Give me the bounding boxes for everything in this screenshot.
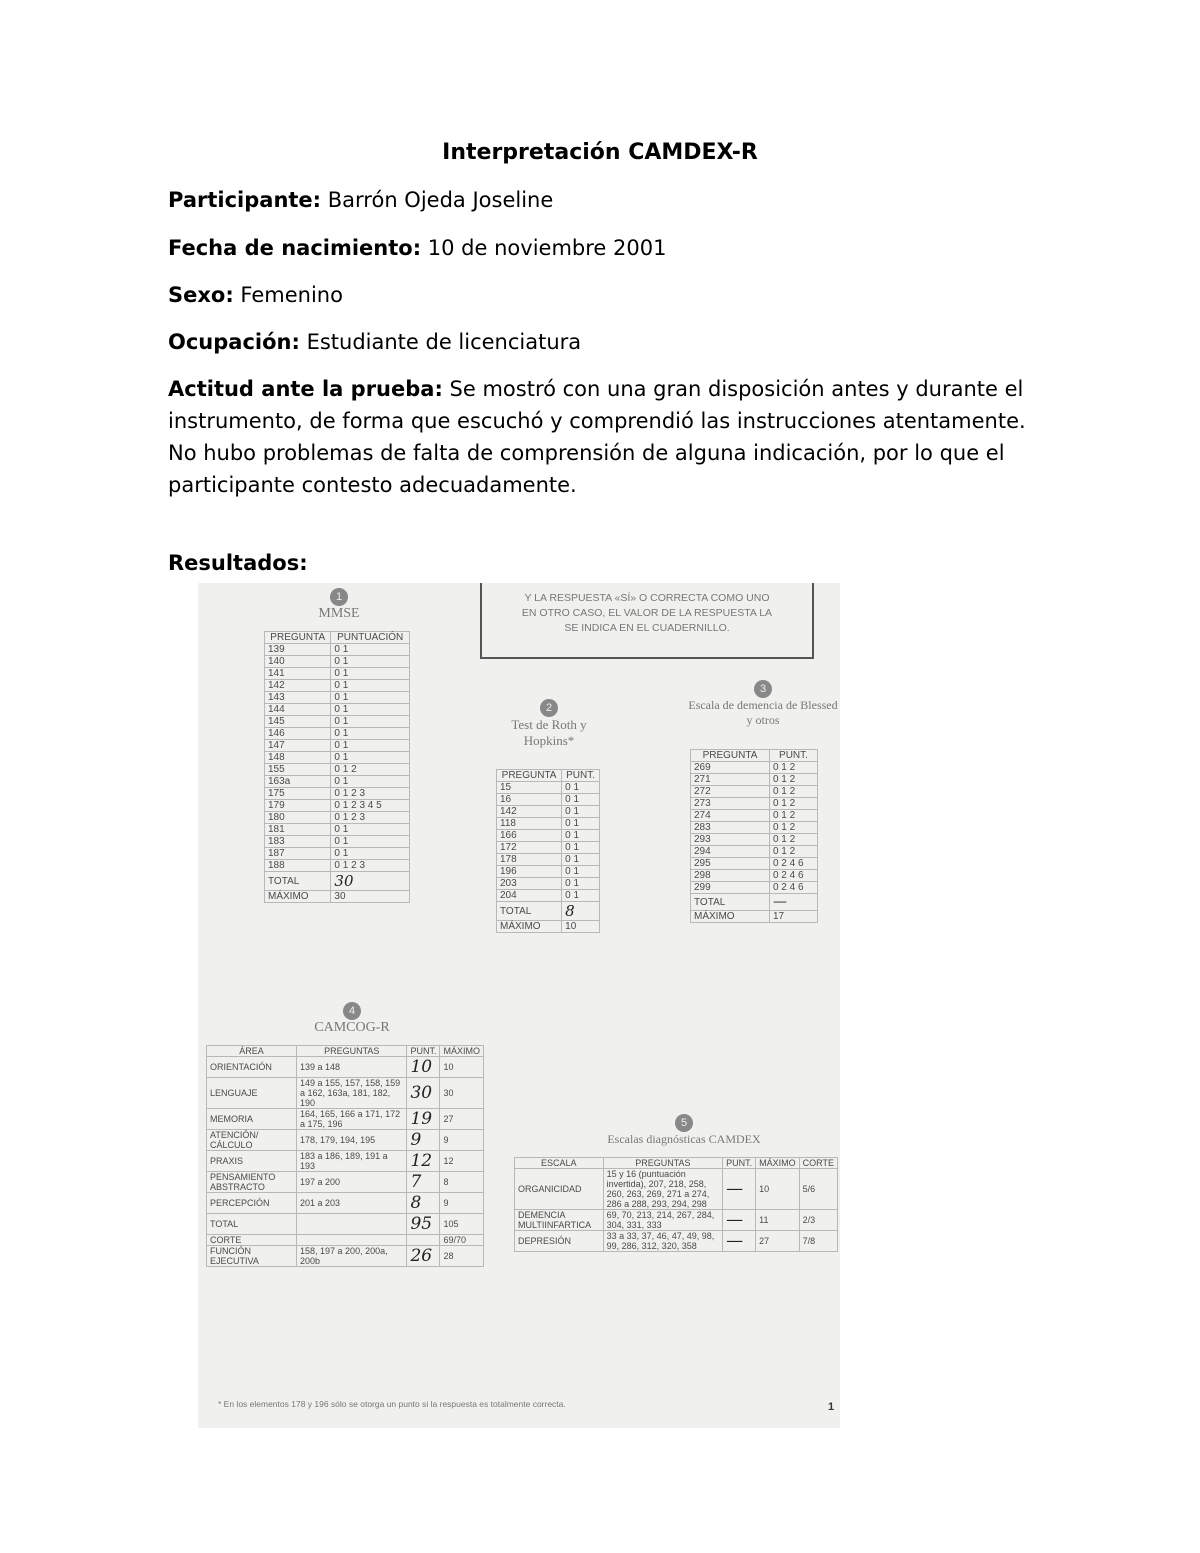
table-cell: 166: [497, 830, 562, 842]
table-row: [691, 798, 818, 810]
table-row: [497, 842, 600, 854]
fecha-value: 10 de noviembre 2001: [421, 236, 667, 260]
table-cell: 0 2 4 6: [769, 858, 817, 870]
table-cell: 164, 165, 166 a 171, 172 a 175, 196: [297, 1109, 407, 1130]
table-cell: 0 1 2: [769, 822, 817, 834]
table-cell: 0 1: [562, 794, 600, 806]
table-row: [497, 878, 600, 890]
table-cell: 0 1 2: [769, 762, 817, 774]
scanned-results-photo: [198, 583, 840, 1428]
table-row: [497, 866, 600, 878]
table-cell: 7/8: [799, 1231, 837, 1252]
table-row: [515, 1169, 838, 1210]
table-row: [497, 818, 600, 830]
table-cell: 9: [440, 1193, 484, 1214]
header-cell: PUNTUACIÓN: [331, 632, 410, 644]
table-row: [207, 1151, 484, 1172]
table-row: [691, 810, 818, 822]
section-number: 1: [330, 588, 348, 606]
header-cell: MÁXIMO: [756, 1158, 800, 1169]
table-cell: 33 a 33, 37, 46, 47, 49, 98, 99, 286, 312, 320, 358: [603, 1231, 722, 1252]
table-cell: 187: [265, 848, 331, 860]
roth-table: [496, 769, 600, 933]
table-cell: 180: [265, 812, 331, 824]
table-cell: 0 1: [562, 818, 600, 830]
table-cell: 0 1: [562, 830, 600, 842]
table-row: [691, 822, 818, 834]
table-cell: DEMENCIA MULTIINFARTICA: [515, 1210, 604, 1231]
table-cell: 146: [265, 728, 331, 740]
table-row: [691, 762, 818, 774]
camcog-section: [302, 1001, 402, 1036]
table-cell: 27: [756, 1231, 800, 1252]
resultados-heading: [168, 547, 1028, 579]
header-cell: PUNT.: [562, 770, 600, 782]
camcog-table: [206, 1045, 484, 1267]
table-row: [265, 728, 410, 740]
table-cell: 12: [407, 1151, 440, 1172]
table-cell: 298: [691, 870, 770, 882]
participante-label: Participante:: [168, 188, 322, 212]
table-cell: 0 1 2: [769, 834, 817, 846]
table-row: [265, 776, 410, 788]
table-cell: 2/3: [799, 1210, 837, 1231]
table-cell: 158, 197 a 200, 200a, 200b: [297, 1246, 407, 1267]
header-cell: PUNT.: [407, 1046, 440, 1057]
table-cell: 145: [265, 716, 331, 728]
table-cell: 204: [497, 890, 562, 902]
notice-line: SE INDICA EN EL CUADERNILLO.: [564, 622, 730, 634]
table-cell: 19: [407, 1109, 440, 1130]
notice-line: EN OTRO CASO, EL VALOR DE LA RESPUESTA LA: [521, 607, 773, 619]
table-cell: 272: [691, 786, 770, 798]
table-cell: 163a: [265, 776, 331, 788]
diag-section: [574, 1113, 794, 1147]
ocupacion-line: [168, 326, 1028, 358]
header-cell: PUNT.: [769, 750, 817, 762]
mmse-table: [264, 631, 410, 903]
header-cell: PREGUNTAS: [297, 1046, 407, 1057]
table-cell: 274: [691, 810, 770, 822]
page-number: 1: [828, 1401, 835, 1413]
table-cell: ORIENTACIÓN: [207, 1057, 297, 1078]
participante-value: Barrón Ojeda Joseline: [321, 188, 554, 212]
table-row: [207, 1235, 484, 1246]
table-cell: 0 1: [331, 752, 410, 764]
table-cell: 0 1 2 3 4 5: [331, 800, 410, 812]
table-row: [691, 786, 818, 798]
table-row: [265, 716, 410, 728]
roth-section: [494, 698, 604, 749]
table-row: [497, 782, 600, 794]
diag-table: [514, 1157, 838, 1252]
diag-title: Escalas diagnósticas CAMDEX: [607, 1132, 761, 1146]
table-cell: 0 1: [331, 680, 410, 692]
table-cell: 10: [407, 1057, 440, 1078]
table-cell: 0 1: [331, 776, 410, 788]
total-value: 8: [562, 902, 600, 921]
table-row: [265, 800, 410, 812]
table-cell: 8: [407, 1193, 440, 1214]
table-cell: 295: [691, 858, 770, 870]
table-cell: 147: [265, 740, 331, 752]
table-row: [265, 680, 410, 692]
roth-title: Test de Roth y Hopkins*: [511, 717, 587, 748]
table-cell: 7: [407, 1172, 440, 1193]
header-cell: ESCALA: [515, 1158, 604, 1169]
table-cell: [297, 1214, 407, 1235]
max-value: 30: [331, 891, 410, 903]
table-cell: 0 1: [562, 854, 600, 866]
table-row: [265, 704, 410, 716]
table-row: [265, 692, 410, 704]
table-cell: 0 1: [331, 692, 410, 704]
table-cell: 9: [407, 1130, 440, 1151]
fecha-label: Fecha de nacimiento:: [168, 236, 422, 260]
participante-line: [168, 184, 1028, 216]
table-cell: 69/70: [440, 1235, 484, 1246]
table-cell: 0 1 2 3: [331, 812, 410, 824]
table-cell: 179: [265, 800, 331, 812]
table-row: [207, 1214, 484, 1235]
header-cell: PREGUNTAS: [603, 1158, 722, 1169]
table-row: [207, 1130, 484, 1151]
table-row: [207, 1193, 484, 1214]
total-label: TOTAL: [691, 894, 770, 911]
table-cell: 299: [691, 882, 770, 894]
table-cell: 293: [691, 834, 770, 846]
max-value: 10: [562, 921, 600, 933]
table-cell: 197 a 200: [297, 1172, 407, 1193]
table-cell: 294: [691, 846, 770, 858]
total-value: 30: [331, 872, 410, 891]
header-cell: PREGUNTA: [691, 750, 770, 762]
table-cell: 203: [497, 878, 562, 890]
table-cell: 0 1: [331, 728, 410, 740]
table-cell: 0 1: [331, 656, 410, 668]
table-cell: 26: [407, 1246, 440, 1267]
table-cell: 0 1: [562, 890, 600, 902]
table-cell: 27: [440, 1109, 484, 1130]
table-cell: 105: [440, 1214, 484, 1235]
table-cell: 0 1 2: [769, 846, 817, 858]
table-cell: 201 a 203: [297, 1193, 407, 1214]
table-row: [265, 788, 410, 800]
table-cell: 0 1: [562, 866, 600, 878]
table-cell: 30: [407, 1078, 440, 1109]
table-cell: 0 1 2 3: [331, 860, 410, 872]
header-cell: PUNT.: [723, 1158, 756, 1169]
table-row: [497, 806, 600, 818]
table-row: [691, 774, 818, 786]
table-cell: 175: [265, 788, 331, 800]
table-row: [207, 1078, 484, 1109]
table-row: [515, 1231, 838, 1252]
scoring-notice: [480, 583, 814, 659]
table-cell: 0 2 4 6: [769, 882, 817, 894]
table-row: [265, 764, 410, 776]
table-row: [265, 860, 410, 872]
table-row: [497, 890, 600, 902]
table-cell: 183 a 186, 189, 191 a 193: [297, 1151, 407, 1172]
table-row: [207, 1172, 484, 1193]
table-row: [515, 1210, 838, 1231]
table-cell: 0 1 2: [769, 810, 817, 822]
table-cell: 0 1: [331, 668, 410, 680]
total-label: TOTAL: [265, 872, 331, 891]
table-cell: PRAXIS: [207, 1151, 297, 1172]
table-cell: 0 1: [331, 740, 410, 752]
table-cell: 69, 70, 213, 214, 267, 284, 304, 331, 333: [603, 1210, 722, 1231]
table-cell: 0 2 4 6: [769, 870, 817, 882]
table-cell: ORGANICIDAD: [515, 1169, 604, 1210]
total-value: —: [769, 894, 817, 911]
resultados-label: Resultados:: [168, 551, 308, 575]
section-number: 2: [540, 699, 558, 717]
section-number: 5: [675, 1114, 693, 1132]
table-cell: PENSAMIENTO ABSTRACTO: [207, 1172, 297, 1193]
max-label: MÁXIMO: [691, 911, 770, 923]
table-row: [691, 846, 818, 858]
table-cell: 15: [497, 782, 562, 794]
table-cell: 0 1 2: [769, 774, 817, 786]
table-row: [497, 830, 600, 842]
table-row: [265, 740, 410, 752]
table-cell: 95: [407, 1214, 440, 1235]
table-row: [265, 644, 410, 656]
sexo-line: [168, 279, 1028, 311]
table-cell: 144: [265, 704, 331, 716]
table-row: [207, 1109, 484, 1130]
table-cell: 0 1: [331, 848, 410, 860]
max-label: MÁXIMO: [265, 891, 331, 903]
table-cell: 149 a 155, 157, 158, 159 a 162, 163a, 181, 182, 190: [297, 1078, 407, 1109]
table-cell: [297, 1235, 407, 1246]
table-cell: 172: [497, 842, 562, 854]
sexo-label: Sexo:: [168, 283, 234, 307]
table-cell: 148: [265, 752, 331, 764]
header-cell: MÁXIMO: [440, 1046, 484, 1057]
table-cell: 28: [440, 1246, 484, 1267]
header-cell: CORTE: [799, 1158, 837, 1169]
table-cell: 0 1: [331, 704, 410, 716]
table-cell: LENGUAJE: [207, 1078, 297, 1109]
table-row: [691, 882, 818, 894]
table-cell: 0 1 2 3: [331, 788, 410, 800]
fecha-line: [168, 232, 1028, 264]
camcog-footnote: * En los elementos 178 y 196 sólo se otorga un punto si la respuesta es totalmente correcta.: [218, 1399, 566, 1409]
table-cell: 30: [440, 1078, 484, 1109]
table-cell: —: [723, 1169, 756, 1210]
table-cell: 273: [691, 798, 770, 810]
table-row: [265, 668, 410, 680]
table-cell: 178: [497, 854, 562, 866]
table-cell: 141: [265, 668, 331, 680]
table-cell: 11: [756, 1210, 800, 1231]
table-cell: 140: [265, 656, 331, 668]
table-cell: [407, 1235, 440, 1246]
table-cell: 271: [691, 774, 770, 786]
table-cell: 10: [440, 1057, 484, 1078]
table-cell: MEMORIA: [207, 1109, 297, 1130]
table-cell: 142: [497, 806, 562, 818]
table-row: [265, 752, 410, 764]
table-cell: 283: [691, 822, 770, 834]
document-title: Interpretación CAMDEX-R: [442, 140, 758, 165]
table-cell: 178, 179, 194, 195: [297, 1130, 407, 1151]
table-cell: 8: [440, 1172, 484, 1193]
table-row: [497, 794, 600, 806]
table-cell: 139: [265, 644, 331, 656]
table-row: [265, 824, 410, 836]
table-row: [691, 834, 818, 846]
header-cell: PREGUNTA: [497, 770, 562, 782]
table-row: [265, 836, 410, 848]
mmse-title: MMSE: [318, 606, 360, 621]
table-cell: 0 1 2: [331, 764, 410, 776]
table-cell: 0 1: [562, 878, 600, 890]
actitud-value: Se mostró con una gran disposición antes y durante el instrumento, de forma que escuchó y comprendió las instrucciones atentamente. No hubo problemas de falta de comprensión de alguna indicación, por lo que el participante contesto adecuadamente.: [168, 377, 1026, 497]
table-cell: 10: [756, 1169, 800, 1210]
table-row: [207, 1057, 484, 1078]
table-cell: DEPRESIÓN: [515, 1231, 604, 1252]
table-cell: 0 1: [331, 836, 410, 848]
section-number: 4: [343, 1002, 361, 1020]
table-cell: 0 1: [562, 842, 600, 854]
table-cell: 0 1: [562, 782, 600, 794]
blessed-section: [688, 679, 838, 728]
table-cell: FUNCIÓN EJECUTIVA: [207, 1246, 297, 1267]
table-cell: 188: [265, 860, 331, 872]
section-number: 3: [754, 680, 772, 698]
max-label: MÁXIMO: [497, 921, 562, 933]
table-cell: 0 1: [331, 716, 410, 728]
total-label: TOTAL: [497, 902, 562, 921]
actitud-paragraph: [168, 373, 1028, 501]
header-cell: PREGUNTA: [265, 632, 331, 644]
table-cell: 0 1: [562, 806, 600, 818]
table-cell: 139 a 148: [297, 1057, 407, 1078]
table-row: [691, 870, 818, 882]
table-row: [207, 1246, 484, 1267]
table-cell: 0 1: [331, 644, 410, 656]
table-cell: 143: [265, 692, 331, 704]
table-row: [691, 858, 818, 870]
max-value: 17: [769, 911, 817, 923]
header-cell: ÁREA: [207, 1046, 297, 1057]
table-cell: —: [723, 1231, 756, 1252]
table-cell: ATENCIÓN/ CÁLCULO: [207, 1130, 297, 1151]
table-cell: 12: [440, 1151, 484, 1172]
table-cell: CORTE: [207, 1235, 297, 1246]
sexo-value: Femenino: [233, 283, 343, 307]
table-row: [265, 848, 410, 860]
table-cell: 142: [265, 680, 331, 692]
table-cell: 118: [497, 818, 562, 830]
table-cell: 196: [497, 866, 562, 878]
notice-line: Y LA RESPUESTA «SÍ» O CORRECTA COMO UNO: [524, 592, 770, 604]
blessed-title: Escala de demencia de Blessed y otros: [688, 698, 838, 727]
table-cell: 0 1: [331, 824, 410, 836]
table-cell: 5/6: [799, 1169, 837, 1210]
table-cell: 15 y 16 (puntuación invertida), 207, 218, 258, 260, 263, 269, 271 a 274, 286 a 288, 293, 294, 298: [603, 1169, 722, 1210]
mmse-section: [264, 587, 414, 622]
blessed-table: [690, 749, 818, 923]
table-row: [265, 656, 410, 668]
table-cell: 181: [265, 824, 331, 836]
table-cell: 0 1 2: [769, 798, 817, 810]
table-cell: 183: [265, 836, 331, 848]
table-cell: TOTAL: [207, 1214, 297, 1235]
table-cell: 155: [265, 764, 331, 776]
actitud-label: Actitud ante la prueba:: [168, 377, 443, 401]
ocupacion-value: Estudiante de licenciatura: [299, 330, 582, 354]
table-row: [497, 854, 600, 866]
table-cell: 9: [440, 1130, 484, 1151]
table-cell: 0 1 2: [769, 786, 817, 798]
table-cell: PERCEPCIÓN: [207, 1193, 297, 1214]
camcog-title: CAMCOG-R: [314, 1020, 390, 1035]
table-cell: 16: [497, 794, 562, 806]
table-cell: 269: [691, 762, 770, 774]
table-cell: —: [723, 1210, 756, 1231]
ocupacion-label: Ocupación:: [168, 330, 300, 354]
table-row: [265, 812, 410, 824]
